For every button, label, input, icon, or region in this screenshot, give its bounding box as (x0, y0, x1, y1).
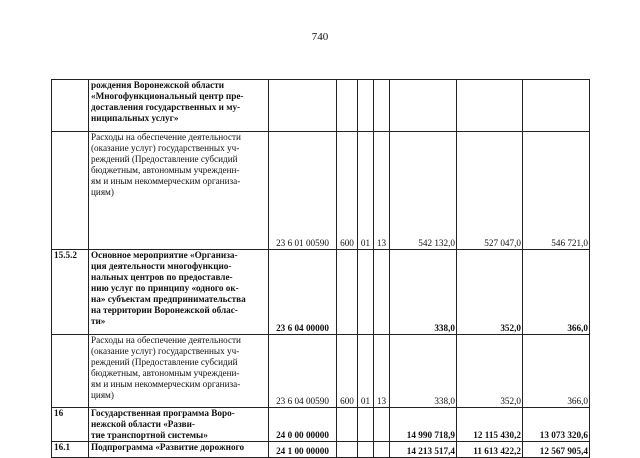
amount-year-1: 14 990 718,9 (390, 408, 457, 442)
page-number: 740 (311, 31, 329, 43)
amount-year-2 (457, 80, 523, 132)
row-name-line: бюджетным, автономным учреждени- (91, 368, 240, 378)
amount-year-3: 546 721,0 (523, 132, 590, 250)
row-name-line: Государственная программа Воро- (91, 408, 235, 418)
row-name (89, 335, 269, 408)
amount-year-1: 338,0 (390, 335, 457, 408)
amount-year-2: 527 047,0 (457, 132, 523, 250)
row-name-line: нальных центров по предоставле- (91, 272, 233, 282)
amount-year-2: 352,0 (457, 335, 523, 408)
subsection-code: 13 (374, 132, 390, 250)
row-number (52, 132, 89, 250)
row-name-line: Расходы на обеспечение деятельности (91, 132, 241, 142)
row-name (89, 250, 269, 335)
subsection-code (374, 408, 390, 442)
row-name-line: на» субъектам предпринимательства (91, 294, 246, 304)
section-code (358, 442, 374, 458)
row-name-line: на территории Воронежской облас- (91, 305, 238, 315)
subsection-code (374, 250, 390, 335)
amount-year-3 (523, 80, 590, 132)
target-article-code: 23 6 04 00000 (269, 250, 337, 335)
amount-year-1: 338,0 (390, 250, 457, 335)
row-name-line: ти» (91, 316, 106, 326)
row-name-line: Подпрограмма «Развитие дорожного (91, 442, 245, 452)
target-article-code: 24 1 00 00000 (269, 442, 337, 458)
row-name-line: доставления государственных и му- (91, 102, 241, 112)
amount-year-2: 352,0 (457, 250, 523, 335)
section-code (358, 408, 374, 442)
row-number (52, 335, 89, 408)
expense-type-code: 600 (337, 335, 358, 408)
row-name (89, 442, 269, 458)
subsection-code (374, 442, 390, 458)
row-name-line: реждений (Предоставление субсидий (91, 357, 238, 367)
subsection-code (374, 80, 390, 132)
row-name-line: Основное мероприятие «Организа- (91, 250, 238, 260)
table-row (52, 80, 590, 132)
amount-year-2: 12 115 430,2 (457, 408, 523, 442)
row-name-line: реждений (Предоставление субсидий (91, 154, 238, 164)
table-body (52, 80, 590, 458)
row-name-line: «Многофункциональный центр пре- (91, 91, 244, 101)
expense-type-code (337, 250, 358, 335)
amount-year-1 (390, 80, 457, 132)
row-name-line: рождения Воронежской области (91, 80, 225, 90)
table-row (52, 250, 590, 335)
row-name-line: нежской области «Разви- (91, 419, 195, 429)
section-code (358, 80, 374, 132)
row-number: 15.5.2 (52, 250, 89, 335)
row-name-line: (оказание услуг) государственных уч- (91, 346, 240, 356)
amount-year-3: 366,0 (523, 250, 590, 335)
row-number: 16 (52, 408, 89, 442)
expense-type-code: 600 (337, 132, 358, 250)
amount-year-3: 13 073 320,6 (523, 408, 590, 442)
row-name-line: циям) (91, 187, 114, 197)
row-name-line: тие транспортной системы» (91, 430, 208, 440)
row-name (89, 132, 269, 250)
row-name-line: циям) (91, 390, 114, 400)
table-row (52, 442, 590, 458)
table-row (52, 335, 590, 408)
row-name (89, 80, 269, 132)
section-code: 01 (358, 132, 374, 250)
table-row (52, 132, 590, 250)
amount-year-2: 11 613 422,2 (457, 442, 523, 458)
expense-type-code (337, 80, 358, 132)
row-name-line: ям и иным некоммерческим организа- (91, 379, 241, 389)
row-name-line: (оказание услуг) государственных уч- (91, 143, 240, 153)
row-number (52, 80, 89, 132)
budget-table (51, 79, 590, 458)
amount-year-3: 366,0 (523, 335, 590, 408)
target-article-code (269, 80, 337, 132)
subsection-code: 13 (374, 335, 390, 408)
row-number: 16.1 (52, 442, 89, 458)
row-name-line: нию услуг по принципу «одного ок- (91, 283, 239, 293)
expense-type-code (337, 442, 358, 458)
expense-type-code (337, 408, 358, 442)
amount-year-1: 542 132,0 (390, 132, 457, 250)
row-name-line: ция деятельности многофункцио- (91, 261, 232, 271)
amount-year-3: 12 567 905,4 (523, 442, 590, 458)
target-article-code: 24 0 00 00000 (269, 408, 337, 442)
row-name-line: бюджетным, автономным учрежденн- (91, 165, 240, 175)
row-name (89, 408, 269, 442)
section-code: 01 (358, 335, 374, 408)
section-code (358, 250, 374, 335)
target-article-code: 23 6 01 00590 (269, 132, 337, 250)
target-article-code: 23 6 04 00590 (269, 335, 337, 408)
row-name-line: Расходы на обеспечение деятельности (91, 335, 241, 345)
table-row (52, 408, 590, 442)
row-name-line: ниципальных услуг» (91, 113, 179, 123)
row-name-line: ям и иным некоммерческим организа- (91, 176, 241, 186)
amount-year-1: 14 213 517,4 (390, 442, 457, 458)
